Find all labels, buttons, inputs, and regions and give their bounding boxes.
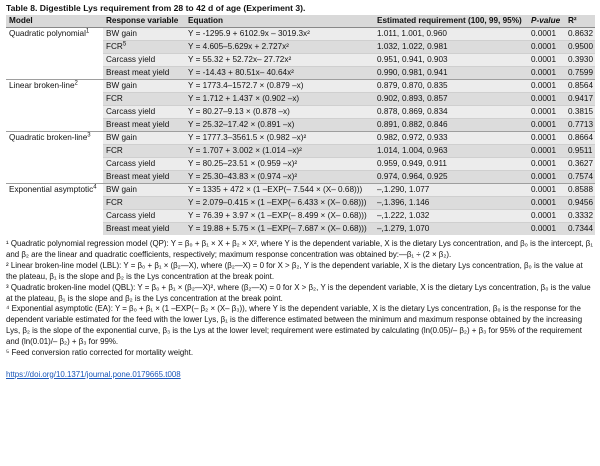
estimate-cell: 0.951, 0.941, 0.903 bbox=[374, 54, 528, 67]
model-name: Quadratic polynomial bbox=[9, 29, 86, 39]
r2-cell: 0.7344 bbox=[565, 223, 595, 236]
response-cell bbox=[103, 67, 185, 80]
r2-cell: 0.3627 bbox=[565, 158, 595, 171]
footnote-1: ¹ Quadratic polynomial regression model (QP): Y = β₀ + β₁ × X + β₂ × X², where Y is the dependent variable, X is the dietary Lys concentration, and β₀ is the intercept, β₁ and β₂ are the linear and quadratic coefficients, respectively; maximum response concentration was obtained by:—β₁ ÷ (2 × β₂). bbox=[6, 239, 593, 260]
estimate-cell: –,1.396, 1.146 bbox=[374, 197, 528, 210]
estimate-cell: 1.011, 1.001, 0.960 bbox=[374, 28, 528, 41]
equation-cell: Y = -14.43 + 80.51x– 40.64x² bbox=[185, 67, 374, 80]
response-variable: Breast meat yield bbox=[106, 224, 170, 234]
requirement-table bbox=[6, 15, 595, 235]
model-name-cell bbox=[6, 80, 103, 132]
model-name: Quadratic broken-line bbox=[9, 133, 88, 143]
footnote-4: ⁴ Exponential asymptotic (EA): Y = β₀ + β₁ × (1 –EXP(– β₂ × (X– β₃)), where Y is the dependent variable, X is the dietary Lys concentration, β₀ is the response for the dependent variable estimated for the feed with the lower Lys, β₁ is the difference estimated between the minimum and maximum response obtained by the increasing Lys, β₂ is the slope of the exponential curve, β₃ is the Lys at the lower level; requirement were estimated by calculating (ln(0.05)/– β₂) + β₃ for 95% of the requirement and (ln(0.01)/– β₂) + β₃ for 99%. bbox=[6, 304, 583, 346]
response-cell bbox=[103, 145, 185, 158]
response-variable: Breast meat yield bbox=[106, 68, 170, 78]
response-cell bbox=[103, 197, 185, 210]
estimate-cell: –,1.279, 1.070 bbox=[374, 223, 528, 236]
estimate-cell: –,1.222, 1.032 bbox=[374, 210, 528, 223]
pvalue-cell: 0.0001 bbox=[528, 93, 565, 106]
r2-cell: 0.3930 bbox=[565, 54, 595, 67]
response-variable: Carcass yield bbox=[106, 107, 156, 117]
response-cell bbox=[103, 41, 185, 54]
response-cell bbox=[103, 223, 185, 236]
response-variable: Breast meat yield bbox=[106, 172, 170, 182]
table-row bbox=[6, 80, 595, 93]
table-row bbox=[6, 28, 595, 41]
table-row bbox=[6, 184, 595, 197]
estimate-cell: 0.959, 0.949, 0.911 bbox=[374, 158, 528, 171]
estimate-cell: 0.982, 0.972, 0.933 bbox=[374, 132, 528, 145]
r2-cell: 0.8664 bbox=[565, 132, 595, 145]
r2-cell: 0.8632 bbox=[565, 28, 595, 41]
r2-cell: 0.8588 bbox=[565, 184, 595, 197]
model-name: Exponential asymptotic bbox=[9, 185, 94, 195]
footnotes bbox=[6, 239, 595, 358]
response-variable: BW gain bbox=[106, 133, 137, 143]
response-cell bbox=[103, 210, 185, 223]
equation-cell: Y = 1.707 + 3.002 × (1.014 –x)² bbox=[185, 145, 374, 158]
r2-cell: 0.9456 bbox=[565, 197, 595, 210]
r2-cell: 0.9500 bbox=[565, 41, 595, 54]
r2-cell: 0.9417 bbox=[565, 93, 595, 106]
table-title: Table 8. Digestible Lys requirement from 28 to 42 d of age (Experiment 3). bbox=[6, 3, 306, 13]
model-name-cell bbox=[6, 184, 103, 236]
equation-cell: Y = -1295.9 + 6102.9x – 3019.3x² bbox=[185, 28, 374, 41]
footnote-3: ³ Quadratic broken-line model (QBL): Y = β₀ + β₁ × (β₂—X)², where (β₂—X) = 0 for X > β₂, Y is the dependent variable, X is the dietary Lys concentration, β₀ is the value at the plateau, β₁ is the slope and β₂ is the Lys concentration at the break point. bbox=[6, 282, 591, 303]
equation-cell: Y = 1.712 + 1.437 × (0.902 –x) bbox=[185, 93, 374, 106]
footnote-2: ² Linear broken-line model (LBL): Y = β₀ + β₁ × (β₂—X), where (β₂—X) = 0 for X > β₂, Y is the dependent variable, X is the dietary Lys concentration, β₀ is the value at the plateau, β₁ is the slope and β₂ is the Lys concentration at the break point. bbox=[6, 261, 583, 281]
estimate-cell: –,1.290, 1.077 bbox=[374, 184, 528, 197]
equation-cell: Y = 80.25–23.51 × (0.959 –x)² bbox=[185, 158, 374, 171]
pvalue-cell: 0.0001 bbox=[528, 67, 565, 80]
header-estimated: Estimated requirement (100, 99, 95%) bbox=[374, 15, 528, 28]
response-footnote-mark: 5 bbox=[122, 41, 127, 48]
footnote-5: ⁵ Feed conversion ratio corrected for mortality weight. bbox=[6, 347, 194, 357]
response-variable: Breast meat yield bbox=[106, 120, 170, 130]
estimate-cell: 1.014, 1.004, 0.963 bbox=[374, 145, 528, 158]
equation-cell: Y = 4.605–5.629x + 2.727x² bbox=[185, 41, 374, 54]
pvalue-cell: 0.0001 bbox=[528, 171, 565, 184]
table-body bbox=[6, 28, 595, 236]
equation-cell: Y = 2.079–0.415 × (1 –EXP(– 6.433 × (X– 0.68))) bbox=[185, 197, 374, 210]
response-cell bbox=[103, 106, 185, 119]
estimate-cell: 0.974, 0.964, 0.925 bbox=[374, 171, 528, 184]
header-response: Response variable bbox=[103, 15, 185, 28]
estimate-cell: 0.878, 0.869, 0.834 bbox=[374, 106, 528, 119]
r2-cell: 0.7713 bbox=[565, 119, 595, 132]
response-variable: BW gain bbox=[106, 81, 137, 91]
model-name-cell bbox=[6, 28, 103, 80]
response-variable: FCR bbox=[106, 146, 123, 156]
response-variable: BW gain bbox=[106, 29, 137, 39]
response-cell bbox=[103, 184, 185, 197]
header-pvalue: P-value bbox=[528, 15, 565, 28]
equation-cell: Y = 55.32 + 52.72x– 27.72x² bbox=[185, 54, 374, 67]
r2-cell: 0.9511 bbox=[565, 145, 595, 158]
response-variable: FCR bbox=[106, 94, 123, 104]
pvalue-cell: 0.0001 bbox=[528, 106, 565, 119]
response-variable: Carcass yield bbox=[106, 211, 156, 221]
pvalue-cell: 0.0001 bbox=[528, 158, 565, 171]
response-cell bbox=[103, 132, 185, 145]
header-r2: R² bbox=[565, 15, 595, 28]
response-cell bbox=[103, 54, 185, 67]
pvalue-cell: 0.0001 bbox=[528, 28, 565, 41]
pvalue-cell: 0.0001 bbox=[528, 132, 565, 145]
table-header-row bbox=[6, 15, 595, 28]
header-equation: Equation bbox=[185, 15, 374, 28]
response-variable: FCR bbox=[106, 42, 123, 52]
pvalue-cell: 0.0001 bbox=[528, 145, 565, 158]
equation-cell: Y = 1777.3–3561.5 × (0.982 –x)² bbox=[185, 132, 374, 145]
r2-cell: 0.7574 bbox=[565, 171, 595, 184]
model-footnote-mark: 4 bbox=[93, 184, 97, 191]
equation-cell: Y = 1773.4–1572.7 × (0.879 –x) bbox=[185, 80, 374, 93]
r2-cell: 0.3332 bbox=[565, 210, 595, 223]
equation-cell: Y = 1335 + 472 × (1 –EXP(– 7.544 × (X– 0.68))) bbox=[185, 184, 374, 197]
response-variable: Carcass yield bbox=[106, 159, 156, 169]
header-model: Model bbox=[6, 15, 103, 28]
equation-cell: Y = 19.88 + 5.75 × (1 –EXP(– 7.687 × (X– 0.68))) bbox=[185, 223, 374, 236]
equation-cell: Y = 25.32–17.42 × (0.891 –x) bbox=[185, 119, 374, 132]
pvalue-cell: 0.0001 bbox=[528, 223, 565, 236]
doi-link[interactable]: https://doi.org/10.1371/journal.pone.0179665.t008 bbox=[6, 369, 181, 379]
equation-cell: Y = 76.39 + 3.97 × (1 –EXP(– 8.499 × (X– 0.68))) bbox=[185, 210, 374, 223]
model-name-cell bbox=[6, 132, 103, 184]
pvalue-cell: 0.0001 bbox=[528, 197, 565, 210]
r2-cell: 0.3815 bbox=[565, 106, 595, 119]
estimate-cell: 0.879, 0.870, 0.835 bbox=[374, 80, 528, 93]
pvalue-cell: 0.0001 bbox=[528, 54, 565, 67]
equation-cell: Y = 80.27–9.13 × (0.878 –x) bbox=[185, 106, 374, 119]
r2-cell: 0.8564 bbox=[565, 80, 595, 93]
table-row bbox=[6, 132, 595, 145]
pvalue-cell: 0.0001 bbox=[528, 119, 565, 132]
pvalue-cell: 0.0001 bbox=[528, 210, 565, 223]
pvalue-cell: 0.0001 bbox=[528, 184, 565, 197]
response-cell bbox=[103, 119, 185, 132]
model-footnote-mark: 3 bbox=[87, 132, 91, 139]
model-footnote-mark: 1 bbox=[85, 28, 90, 35]
estimate-cell: 0.990, 0.981, 0.941 bbox=[374, 67, 528, 80]
response-cell bbox=[103, 28, 185, 41]
model-name: Linear broken-line bbox=[9, 81, 75, 91]
response-variable: FCR bbox=[106, 198, 123, 208]
estimate-cell: 1.032, 1.022, 0.981 bbox=[374, 41, 528, 54]
estimate-cell: 0.891, 0.882, 0.846 bbox=[374, 119, 528, 132]
estimate-cell: 0.902, 0.893, 0.857 bbox=[374, 93, 528, 106]
r2-cell: 0.7599 bbox=[565, 67, 595, 80]
model-footnote-mark: 2 bbox=[74, 80, 78, 87]
response-cell bbox=[103, 171, 185, 184]
response-variable: BW gain bbox=[106, 185, 137, 195]
equation-cell: Y = 25.30–43.83 × (0.974 –x)² bbox=[185, 171, 374, 184]
response-cell bbox=[103, 80, 185, 93]
pvalue-cell: 0.0001 bbox=[528, 41, 565, 54]
response-variable: Carcass yield bbox=[106, 55, 156, 65]
response-cell bbox=[103, 93, 185, 106]
pvalue-cell: 0.0001 bbox=[528, 80, 565, 93]
response-cell bbox=[103, 158, 185, 171]
